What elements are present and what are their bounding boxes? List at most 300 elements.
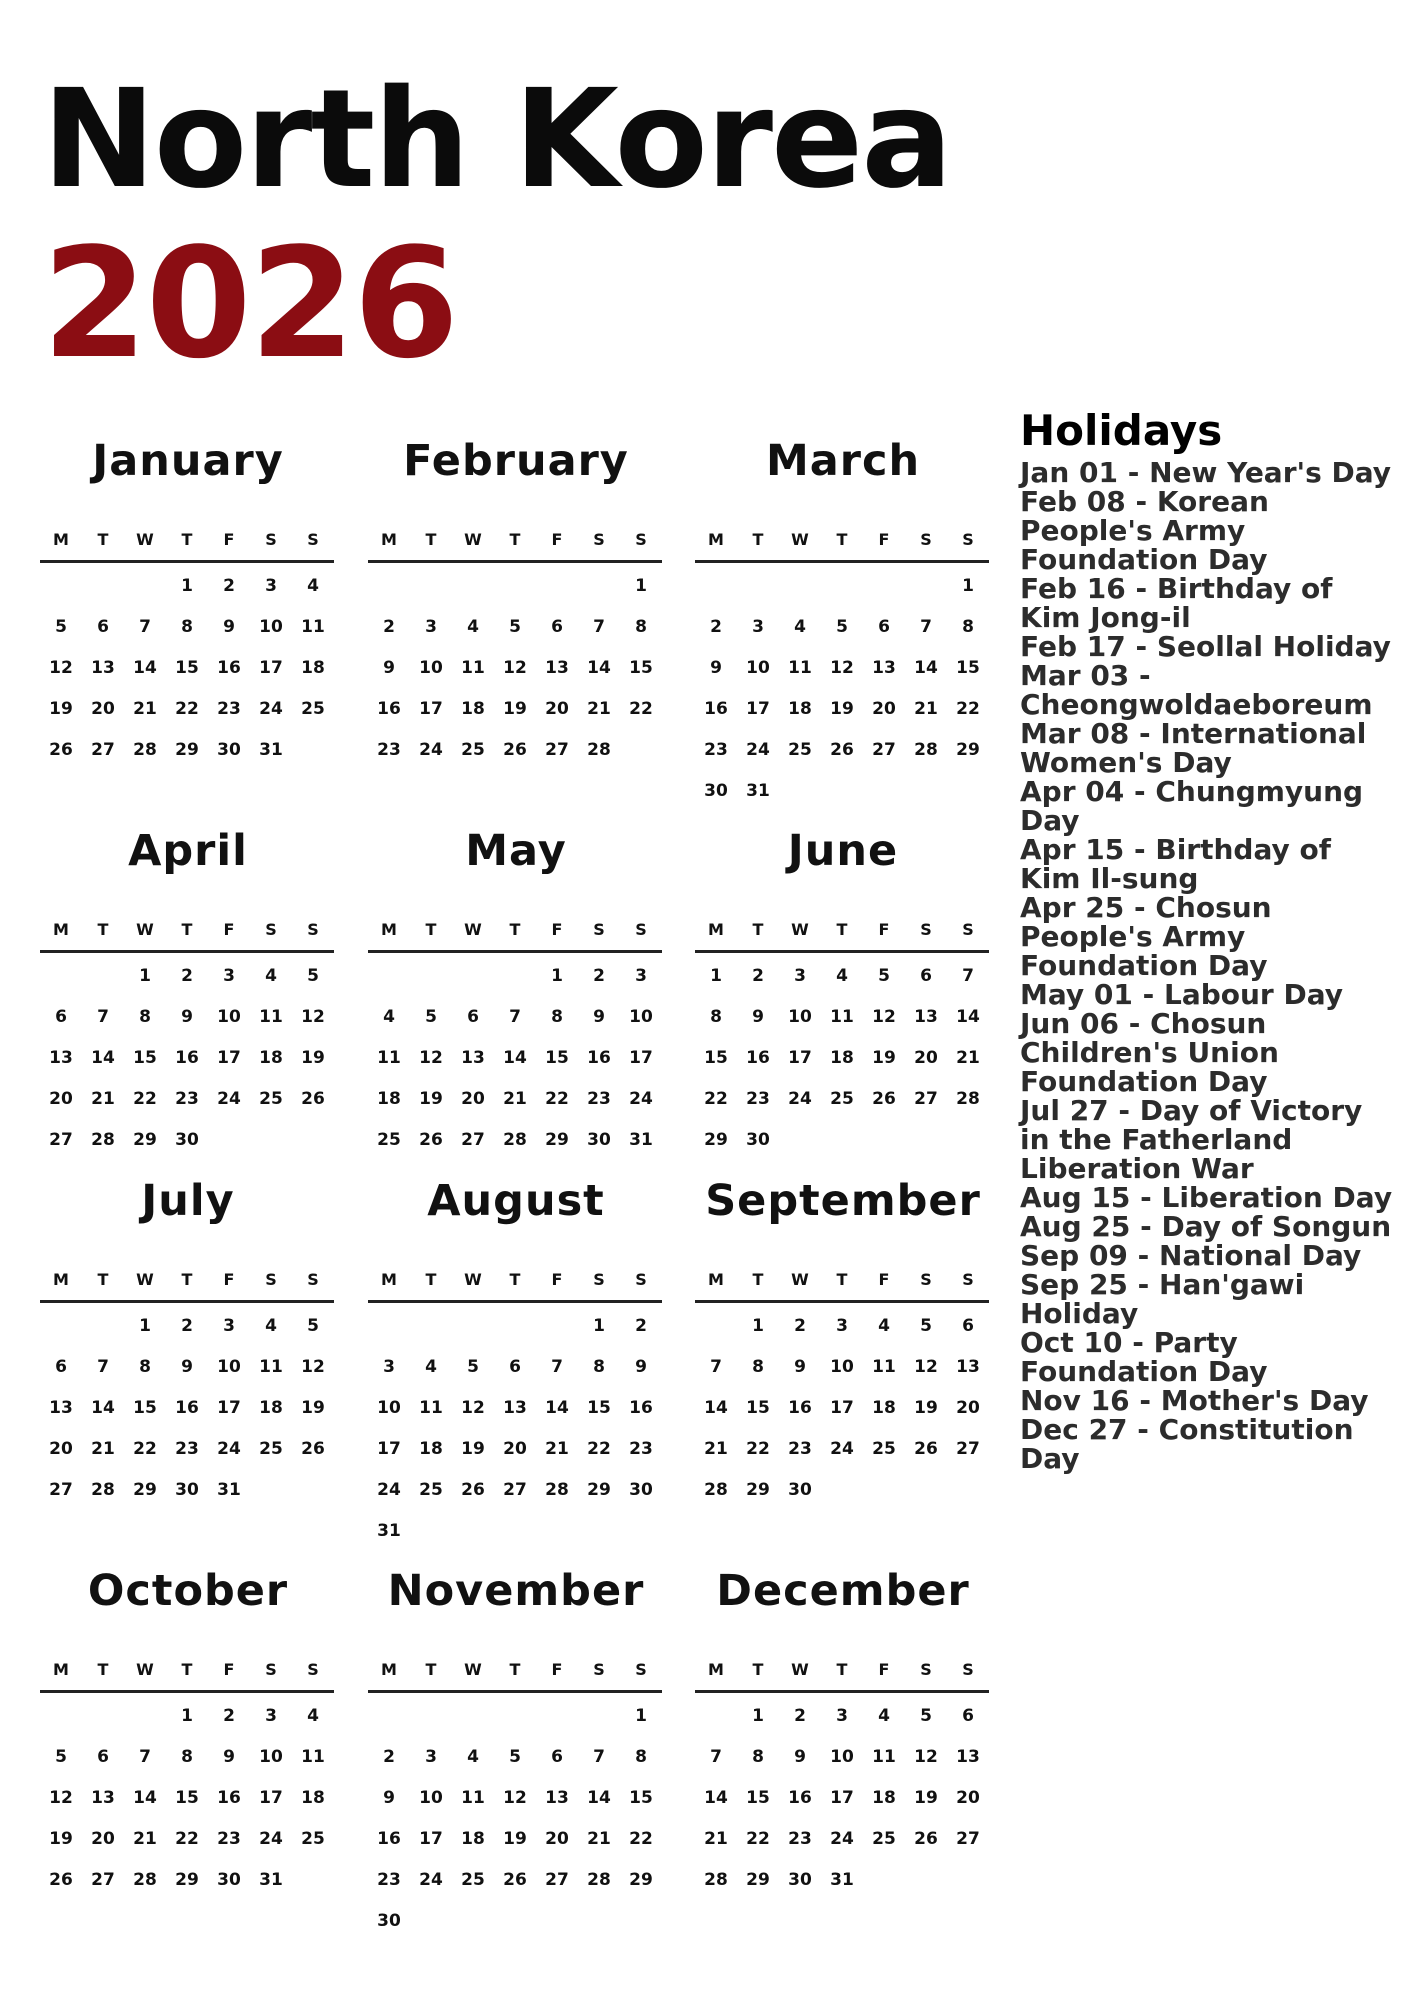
day-number: 19 (301, 1048, 325, 1068)
day-number: 30 (377, 1911, 401, 1931)
weekday-label: M (381, 530, 397, 549)
weekday-label: S (307, 530, 319, 549)
day-number: 25 (259, 1439, 283, 1459)
day-number: 2 (181, 966, 193, 986)
day-number: 18 (872, 1788, 896, 1808)
day-number: 29 (746, 1870, 770, 1890)
holiday-item: Jun 06 - Chosun Children's Union Foundation Day (1020, 1007, 1279, 1098)
day-number: 26 (419, 1130, 443, 1150)
day-number: 23 (788, 1829, 812, 1849)
empty-day (863, 566, 905, 607)
empty-day (40, 566, 82, 607)
day-number: 15 (704, 1048, 728, 1068)
day-number: 22 (956, 699, 980, 719)
day-number: 7 (593, 617, 605, 637)
day-number: 16 (217, 658, 241, 678)
day-number: 13 (91, 658, 115, 678)
empty-day (368, 1696, 410, 1737)
day-number: 5 (55, 1747, 67, 1767)
day-number: 27 (49, 1130, 73, 1150)
day-number: 10 (788, 1007, 812, 1027)
weekday-header (40, 1268, 334, 1303)
day-number: 19 (503, 1829, 527, 1849)
day-number: 18 (377, 1089, 401, 1109)
day-number: 14 (133, 1788, 157, 1808)
weekday-label: S (962, 530, 974, 549)
day-number: 15 (587, 1398, 611, 1418)
holiday-item: Nov 16 - Mother's Day (1020, 1384, 1369, 1417)
day-number: 23 (175, 1439, 199, 1459)
day-number: 27 (49, 1480, 73, 1500)
day-grid (695, 1696, 989, 1901)
day-number: 4 (265, 966, 277, 986)
weekday-label: T (752, 920, 764, 939)
day-number: 8 (635, 1747, 647, 1767)
day-grid (368, 1696, 662, 1942)
day-number: 20 (91, 1829, 115, 1849)
empty-day (494, 956, 536, 997)
day-number: 18 (419, 1439, 443, 1459)
day-number: 8 (139, 1007, 151, 1027)
day-number: 17 (217, 1048, 241, 1068)
weekday-label: S (962, 920, 974, 939)
empty-day (40, 956, 82, 997)
day-number: 8 (962, 617, 974, 637)
day-number: 21 (587, 1829, 611, 1849)
day-number: 29 (704, 1130, 728, 1150)
day-number: 29 (587, 1480, 611, 1500)
day-number: 26 (914, 1829, 938, 1849)
weekday-label: W (791, 1270, 809, 1289)
weekday-label: F (551, 1660, 563, 1679)
weekday-label: S (307, 1270, 319, 1289)
month-title: April (128, 826, 248, 876)
day-number: 23 (704, 740, 728, 760)
day-number: 18 (872, 1398, 896, 1418)
weekday-label: S (307, 920, 319, 939)
day-number: 25 (461, 740, 485, 760)
day-number: 24 (629, 1089, 653, 1109)
day-number: 10 (377, 1398, 401, 1418)
day-number: 17 (259, 658, 283, 678)
day-number: 23 (217, 1829, 241, 1849)
day-number: 12 (503, 1788, 527, 1808)
day-number: 29 (545, 1130, 569, 1150)
day-number: 23 (746, 1089, 770, 1109)
day-number: 1 (710, 966, 722, 986)
weekday-label: S (920, 1270, 932, 1289)
weekday-label: T (836, 1270, 848, 1289)
day-number: 4 (383, 1007, 395, 1027)
day-number: 21 (91, 1439, 115, 1459)
weekday-label: T (181, 920, 193, 939)
day-number: 1 (551, 966, 563, 986)
day-number: 19 (49, 1829, 73, 1849)
day-number: 2 (223, 1706, 235, 1726)
weekday-label: S (307, 1660, 319, 1679)
day-number: 18 (301, 658, 325, 678)
day-number: 6 (962, 1706, 974, 1726)
day-number: 19 (830, 699, 854, 719)
day-number: 6 (878, 617, 890, 637)
day-number: 30 (746, 1130, 770, 1150)
day-number: 19 (419, 1089, 443, 1109)
day-number: 13 (49, 1048, 73, 1068)
month-january (40, 420, 336, 780)
month-title: January (92, 436, 284, 486)
weekday-label: T (181, 1270, 193, 1289)
day-number: 7 (139, 1747, 151, 1767)
day-number: 4 (307, 1706, 319, 1726)
day-number: 23 (788, 1439, 812, 1459)
empty-day (368, 1306, 410, 1347)
day-number: 25 (830, 1089, 854, 1109)
day-number: 4 (467, 1747, 479, 1767)
weekday-label: F (551, 530, 563, 549)
weekday-label: T (425, 1270, 437, 1289)
day-number: 17 (830, 1398, 854, 1418)
day-number: 22 (746, 1439, 770, 1459)
weekday-label: S (635, 920, 647, 939)
day-number: 30 (175, 1480, 199, 1500)
weekday-label: S (593, 1660, 605, 1679)
day-number: 14 (503, 1048, 527, 1068)
day-number: 22 (133, 1439, 157, 1459)
day-grid (40, 566, 334, 771)
day-number: 31 (259, 740, 283, 760)
day-number: 5 (55, 617, 67, 637)
day-number: 7 (920, 617, 932, 637)
empty-day (695, 1306, 737, 1347)
day-number: 3 (752, 617, 764, 637)
day-number: 4 (878, 1316, 890, 1336)
day-number: 25 (301, 699, 325, 719)
day-number: 19 (461, 1439, 485, 1459)
day-number: 14 (587, 658, 611, 678)
day-number: 27 (461, 1130, 485, 1150)
year-title: 2026 (42, 215, 458, 392)
month-title: May (465, 826, 567, 876)
month-july (40, 1160, 336, 1520)
weekday-label: S (962, 1660, 974, 1679)
day-number: 5 (509, 1747, 521, 1767)
day-number: 18 (259, 1398, 283, 1418)
day-number: 31 (259, 1870, 283, 1890)
day-number: 24 (217, 1089, 241, 1109)
day-number: 16 (629, 1398, 653, 1418)
month-title: August (427, 1176, 605, 1226)
day-number: 30 (587, 1130, 611, 1150)
day-number: 19 (503, 699, 527, 719)
day-number: 25 (301, 1829, 325, 1849)
month-february (368, 420, 664, 780)
day-number: 26 (872, 1089, 896, 1109)
day-number: 3 (425, 617, 437, 637)
day-number: 12 (914, 1747, 938, 1767)
empty-day (695, 566, 737, 607)
weekday-label: T (97, 530, 109, 549)
weekday-label: W (464, 920, 482, 939)
day-number: 30 (788, 1480, 812, 1500)
empty-day (536, 1696, 578, 1737)
day-number: 5 (509, 617, 521, 637)
weekday-label: F (223, 530, 235, 549)
day-number: 7 (710, 1357, 722, 1377)
weekday-label: F (551, 1270, 563, 1289)
day-number: 10 (419, 1788, 443, 1808)
day-number: 10 (217, 1007, 241, 1027)
weekday-label: W (791, 530, 809, 549)
day-number: 30 (217, 740, 241, 760)
day-number: 28 (133, 1870, 157, 1890)
day-number: 22 (629, 1829, 653, 1849)
months-grid (40, 420, 998, 1940)
holiday-list (1020, 458, 1400, 1473)
empty-day (368, 566, 410, 607)
day-number: 14 (587, 1788, 611, 1808)
weekday-label: S (265, 1660, 277, 1679)
day-number: 28 (704, 1870, 728, 1890)
day-number: 7 (97, 1007, 109, 1027)
weekday-label: T (836, 920, 848, 939)
day-number: 8 (752, 1747, 764, 1767)
day-number: 16 (217, 1788, 241, 1808)
day-number: 10 (746, 658, 770, 678)
day-number: 11 (872, 1357, 896, 1377)
day-number: 19 (301, 1398, 325, 1418)
month-june (695, 810, 991, 1170)
empty-day (536, 1306, 578, 1347)
day-number: 26 (461, 1480, 485, 1500)
month-november (368, 1550, 664, 1931)
weekday-label: M (53, 1660, 69, 1679)
day-number: 6 (97, 617, 109, 637)
holiday-item: Mar 08 - International Women's Day (1020, 717, 1367, 779)
day-number: 11 (788, 658, 812, 678)
empty-day (695, 1696, 737, 1737)
weekday-label: S (920, 530, 932, 549)
day-number: 2 (752, 966, 764, 986)
day-number: 5 (307, 1316, 319, 1336)
day-number: 10 (830, 1747, 854, 1767)
weekday-label: F (878, 1270, 890, 1289)
weekday-header (695, 1268, 989, 1303)
day-number: 10 (830, 1357, 854, 1377)
day-number: 15 (956, 658, 980, 678)
day-number: 16 (377, 1829, 401, 1849)
empty-day (410, 566, 452, 607)
day-number: 9 (223, 1747, 235, 1767)
day-number: 26 (914, 1439, 938, 1459)
weekday-label: S (920, 1660, 932, 1679)
weekday-header (368, 918, 662, 953)
day-number: 5 (307, 966, 319, 986)
weekday-label: S (593, 530, 605, 549)
empty-day (452, 1306, 494, 1347)
weekday-label: S (635, 1660, 647, 1679)
empty-day (40, 1696, 82, 1737)
day-number: 26 (301, 1089, 325, 1109)
day-number: 20 (872, 699, 896, 719)
holiday-item: Dec 27 - Constitution Day (1020, 1413, 1354, 1475)
day-number: 2 (794, 1706, 806, 1726)
day-number: 24 (419, 1870, 443, 1890)
day-number: 16 (704, 699, 728, 719)
day-number: 2 (593, 966, 605, 986)
day-number: 31 (830, 1870, 854, 1890)
day-number: 18 (788, 699, 812, 719)
day-number: 19 (914, 1788, 938, 1808)
day-number: 9 (223, 617, 235, 637)
weekday-label: W (464, 530, 482, 549)
day-number: 20 (503, 1439, 527, 1459)
day-number: 7 (551, 1357, 563, 1377)
empty-day (82, 1306, 124, 1347)
day-number: 17 (788, 1048, 812, 1068)
day-number: 23 (377, 740, 401, 760)
day-grid (695, 956, 989, 1161)
empty-day (82, 956, 124, 997)
day-number: 31 (629, 1130, 653, 1150)
day-number: 6 (551, 1747, 563, 1767)
day-number: 7 (509, 1007, 521, 1027)
day-number: 8 (752, 1357, 764, 1377)
month-august (368, 1160, 664, 1541)
day-number: 15 (629, 658, 653, 678)
empty-day (124, 566, 166, 607)
day-number: 15 (746, 1398, 770, 1418)
holiday-item: Feb 17 - Seollal Holiday (1020, 630, 1391, 663)
day-number: 4 (878, 1706, 890, 1726)
day-number: 31 (377, 1521, 401, 1541)
day-number: 6 (551, 617, 563, 637)
empty-day (905, 566, 947, 607)
day-number: 11 (377, 1048, 401, 1068)
weekday-header (368, 1268, 662, 1303)
day-number: 28 (503, 1130, 527, 1150)
weekday-label: S (635, 530, 647, 549)
day-number: 30 (704, 781, 728, 801)
day-number: 6 (962, 1316, 974, 1336)
empty-day (82, 1696, 124, 1737)
day-number: 3 (383, 1357, 395, 1377)
day-number: 9 (710, 658, 722, 678)
day-number: 3 (223, 966, 235, 986)
weekday-label: T (509, 530, 521, 549)
weekday-label: F (551, 920, 563, 939)
day-number: 26 (301, 1439, 325, 1459)
weekday-label: S (962, 1270, 974, 1289)
day-number: 26 (503, 1870, 527, 1890)
day-number: 7 (593, 1747, 605, 1767)
weekday-label: W (464, 1660, 482, 1679)
holidays-title: Holidays (1020, 406, 1223, 455)
day-number: 20 (91, 699, 115, 719)
day-grid (40, 956, 334, 1161)
day-number: 5 (836, 617, 848, 637)
weekday-label: F (223, 920, 235, 939)
day-number: 25 (419, 1480, 443, 1500)
day-grid (368, 566, 662, 771)
day-number: 13 (545, 658, 569, 678)
weekday-label: T (836, 1660, 848, 1679)
holiday-item: Apr 15 - Birthday of Kim Il-sung (1020, 833, 1331, 895)
day-number: 10 (629, 1007, 653, 1027)
weekday-header (695, 1658, 989, 1693)
day-grid (40, 1306, 334, 1511)
day-number: 16 (377, 699, 401, 719)
day-number: 21 (133, 699, 157, 719)
empty-day (82, 566, 124, 607)
day-number: 22 (175, 1829, 199, 1849)
day-number: 28 (704, 1480, 728, 1500)
day-number: 1 (139, 1316, 151, 1336)
day-number: 21 (545, 1439, 569, 1459)
day-number: 29 (133, 1480, 157, 1500)
day-number: 27 (545, 740, 569, 760)
weekday-label: M (708, 1270, 724, 1289)
weekday-label: M (708, 920, 724, 939)
day-number: 5 (920, 1706, 932, 1726)
month-september (695, 1160, 991, 1520)
day-number: 29 (175, 740, 199, 760)
holiday-item: Jan 01 - New Year's Day (1020, 456, 1392, 489)
day-number: 22 (587, 1439, 611, 1459)
day-number: 15 (175, 1788, 199, 1808)
day-number: 18 (461, 699, 485, 719)
day-number: 14 (545, 1398, 569, 1418)
day-number: 15 (545, 1048, 569, 1068)
day-number: 11 (301, 617, 325, 637)
day-number: 1 (752, 1706, 764, 1726)
day-number: 11 (259, 1007, 283, 1027)
day-number: 14 (914, 658, 938, 678)
day-number: 21 (704, 1439, 728, 1459)
day-number: 29 (133, 1130, 157, 1150)
day-number: 18 (259, 1048, 283, 1068)
day-number: 23 (377, 1870, 401, 1890)
day-number: 2 (181, 1316, 193, 1336)
day-number: 20 (956, 1788, 980, 1808)
weekday-label: F (878, 530, 890, 549)
weekday-label: T (509, 1270, 521, 1289)
day-number: 9 (181, 1007, 193, 1027)
day-number: 12 (461, 1398, 485, 1418)
day-number: 22 (545, 1089, 569, 1109)
day-number: 17 (419, 699, 443, 719)
day-number: 1 (593, 1316, 605, 1336)
day-number: 13 (49, 1398, 73, 1418)
weekday-label: W (791, 920, 809, 939)
day-number: 20 (956, 1398, 980, 1418)
weekday-label: T (181, 1660, 193, 1679)
day-number: 16 (587, 1048, 611, 1068)
day-number: 29 (629, 1870, 653, 1890)
day-number: 24 (259, 1829, 283, 1849)
day-number: 17 (419, 1829, 443, 1849)
empty-day (410, 956, 452, 997)
empty-day (578, 1696, 620, 1737)
day-number: 27 (872, 740, 896, 760)
empty-day (821, 566, 863, 607)
day-number: 7 (139, 617, 151, 637)
weekday-label: T (509, 1660, 521, 1679)
weekday-label: W (136, 530, 154, 549)
day-number: 22 (175, 699, 199, 719)
day-number: 20 (49, 1089, 73, 1109)
day-number: 8 (181, 617, 193, 637)
day-number: 2 (635, 1316, 647, 1336)
